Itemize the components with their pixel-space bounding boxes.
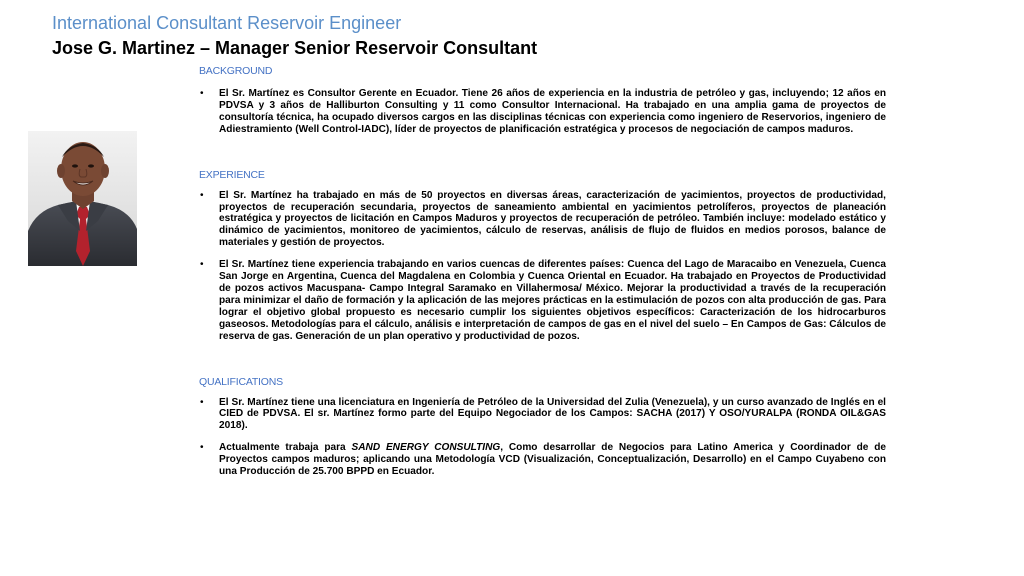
bullet-text: El Sr. Martínez tiene una licenciatura en Ingeniería de Petróleo de la Universidad del Zulia (Venezuela), y un curso avanzado de Inglés en el CIED de PDVSA. El sr. Martínez formo parte del Equipo Negociador de los Campos: SACHA (2017) Y OSO/YURALPA (RONDA OIL&GAS 2018). [219, 396, 886, 432]
experience-bullet [199, 259, 886, 342]
bullet-text: El Sr. Martínez ha trabajado en más de 50 proyectos en diversas áreas, caracterización de yacimientos, proyectos de productividad, proyectos de recuperación secundaria, proyectos de saneamiento ambiental en yacimientos petrolíferos, proyectos de planeación estratégica y proyectos de licitación en Campos Maduros y proyectos de recuperación de petróleo. También incluye: modelado estático y dinámico de yacimientos, monitoreo de yacimientos, cálculo de reservas, análisis de flujo de fluidos en medios porosos, balance de materiales y gestión de proyectos. [219, 189, 886, 249]
bullet-text: El Sr. Martínez tiene experiencia trabajando en varios cuencas de diferentes países: Cuenca del Lago de Maracaibo en Venezuela, Cuenca San Jorge en Argentina, Cuenca del Magdalena en Colombia y Cuenca Oriental en Ecuador. Ha trabajado en Proyectos de Productividad de pozos activos Macuspana- Campo Integral Saramako en Villahermosa/ México. Mejorar la productividad a través de la recuperación para minimizar el daño de formación y la aplicación de las mejores prácticas en la estimulación de pozos con alta producción de gas. Para lograr el objetivo global propuesto es necesario cumplir los siguientes objetivos específicos: Caracterización de los hidrocarburos gaseosos. Metodologías para el cálculo, análisis e interpretación de campos de gas en el nivel del suelo – En Campos de Gas: Cálculos de reserva de gas. Generación de un plan operativo y productividad de pozos. [219, 259, 886, 342]
header-subtitle: International Consultant Reservoir Engineer [52, 13, 402, 33]
bullet-text-post: , Como desarrollar de Negocios para Latino America y Coordinador de de Proyectos campos maduros; aplicando una Metodología VCD (Visualización, Conceptualización, Desarrollo) en el Campo Cuyabeno con una Producción de 25.700 BPPD en Ecuador. [219, 442, 886, 478]
experience-heading: EXPERIENCE [199, 168, 265, 181]
background-bullet [199, 88, 886, 136]
profile-photo [28, 131, 137, 266]
company-name: SAND ENERGY CONSULTING [351, 442, 501, 454]
qualifications-bullet [199, 397, 886, 433]
portrait-image [28, 131, 137, 266]
bullet-dot: • [200, 88, 204, 99]
experience-bullet [199, 190, 886, 250]
bullet-dot: • [200, 189, 204, 201]
profile-content [199, 64, 886, 478]
bullet-dot: • [200, 259, 204, 271]
bullet-text: El Sr. Martínez es Consultor Gerente en Ecuador. Tiene 26 años de experiencia en la industria de petróleo y gas, incluyendo; 12 años en PDVSA y 3 años de Halliburton Consulting y 11 como Consultor Internacional. Ha trabajado en una amplia gama de proyectos de consultoría técnica, ha ocupado diversos cargos en las disciplinas técnicas con experiencia como ingeniero de Reservorios, ingeniero de Adiestramiento (Well Control-IADC), líder de proyectos de planificación estratégica y procesos de negociación de campos maduros. [219, 88, 886, 135]
page-title: Jose G. Martinez – Manager Senior Reservoir Consultant [52, 38, 538, 58]
background-heading: BACKGROUND [199, 65, 273, 77]
qualifications-bullet [199, 442, 886, 478]
bullet-dot: • [200, 442, 204, 454]
bullet-text-pre: Actualmente trabaja para [219, 442, 352, 454]
qualifications-heading: QUALIFICATIONS [199, 375, 283, 388]
bullet-dot: • [200, 396, 204, 408]
